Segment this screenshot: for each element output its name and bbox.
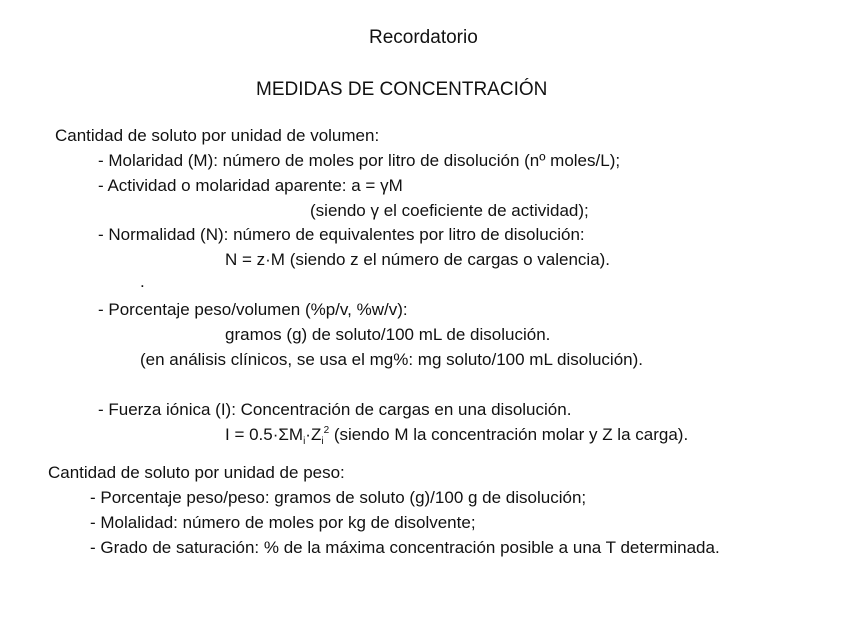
porcentaje-pp-item: - Porcentaje peso/peso: gramos de soluto (g)/100 g de disolución;: [90, 488, 587, 507]
saturacion-item: - Grado de saturación: % de la máxima concentración posible a una T determinada.: [90, 538, 720, 557]
actividad-item: - Actividad o molaridad aparente: a = γM: [98, 176, 403, 195]
fi-formula-prefix: I = 0.5·ΣM: [225, 425, 304, 444]
weight-section-title: Cantidad de soluto por unidad de peso:: [48, 463, 345, 482]
fi-subscript-i-2: i: [321, 436, 324, 447]
fi-superscript-2: 2: [323, 425, 330, 436]
fuerza-ionica-formula: [225, 424, 688, 446]
slide-title: Recordatorio: [369, 27, 478, 48]
normalidad-item: - Normalidad (N): número de equivalentes por litro de disolución:: [98, 225, 585, 244]
fi-formula-mid: ·Z: [305, 425, 322, 444]
porcentaje-pv-item: - Porcentaje peso/volumen (%p/v, %w/v):: [98, 300, 408, 319]
fuerza-ionica-item: - Fuerza iónica (I): Concentración de cargas en una disolución.: [98, 400, 572, 419]
stray-dot: .: [140, 272, 145, 291]
molalidad-item: - Molalidad: número de moles por kg de disolvente;: [90, 513, 476, 532]
porcentaje-pv-definition: gramos (g) de soluto/100 mL de disolución.: [225, 325, 551, 344]
volume-section-title: Cantidad de soluto por unidad de volumen:: [55, 126, 380, 145]
normalidad-formula: N = z·M (siendo z el número de cargas o valencia).: [225, 250, 611, 269]
actividad-note: (siendo γ el coeficiente de actividad);: [310, 201, 589, 220]
fi-formula-suffix: (siendo M la concentración molar y Z la carga).: [329, 425, 689, 444]
molaridad-item: - Molaridad (M): número de moles por litro de disolución (nº moles/L);: [98, 151, 621, 170]
porcentaje-pv-note: (en análisis clínicos, se usa el mg%: mg soluto/100 mL disolución).: [140, 350, 643, 369]
slide-heading: MEDIDAS DE CONCENTRACIÓN: [256, 79, 548, 100]
fi-subscript-i: i: [303, 436, 306, 447]
